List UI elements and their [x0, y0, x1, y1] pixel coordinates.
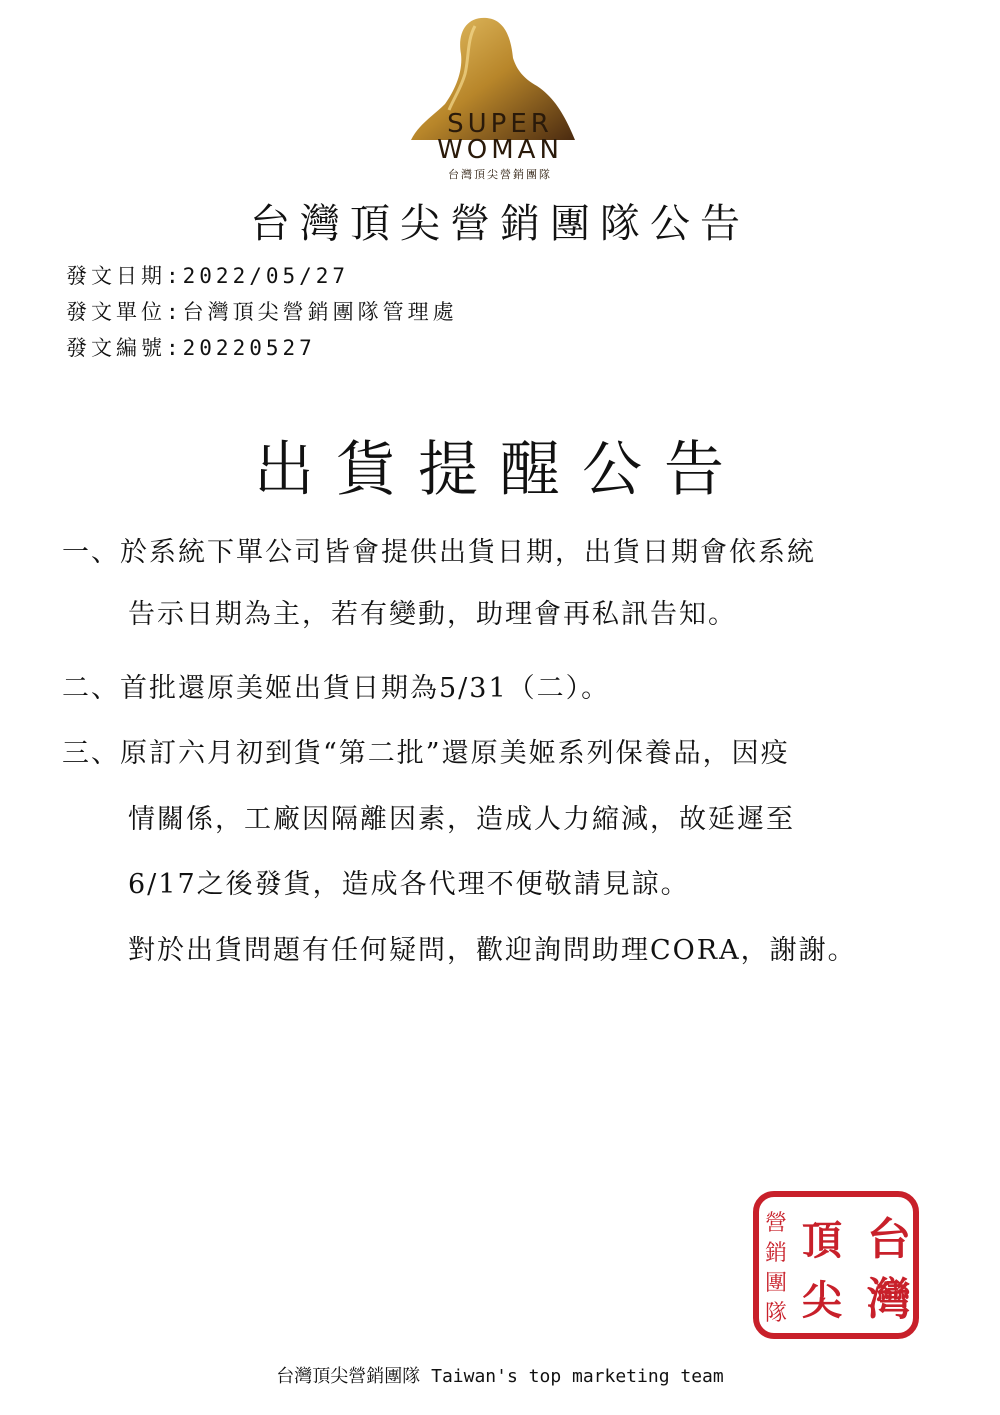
issue-date: 發文日期:2022/05/27 [66, 264, 350, 288]
footer: 台灣頂尖營銷團隊 Taiwan's top marketing team [276, 1366, 724, 1387]
paragraph-1-line-1: 一、於系統下單公司皆會提供出貨日期，出貨日期會依系統 [62, 537, 816, 568]
paragraph-2: 二、首批還原美姬出貨日期為5/31（二）。 [62, 673, 611, 704]
seal-char-ding: 頂 [802, 1217, 842, 1264]
seal-char-wan: 灣 [867, 1274, 911, 1325]
team-announcement-title: 台灣頂尖營銷團隊公告 [250, 201, 750, 247]
logo-line2: WOMAN [437, 135, 563, 165]
superwoman-logo [405, 12, 595, 184]
notice-title: 出貨提醒公告 [254, 435, 746, 505]
paragraph-3-line-3: 6/17之後發貨，造成各代理不便敬請見諒。 [128, 869, 690, 900]
seal-char-jian: 尖 [802, 1277, 842, 1324]
closing-line: 對於出貨問題有任何疑問，歡迎詢問助理CORA，謝謝。 [128, 935, 857, 966]
seal-char-tuan: 團 [764, 1271, 788, 1296]
seal-char-dui: 隊 [764, 1301, 788, 1326]
seal-char-ying: 營 [764, 1211, 788, 1236]
logo-line1: SUPER [447, 109, 553, 139]
seal-char-xiao: 銷 [764, 1241, 788, 1266]
issuing-unit: 發文單位:台灣頂尖營銷團隊管理處 [66, 300, 458, 324]
paragraph-1-line-2: 告示日期為主，若有變動，助理會再私訊告知。 [128, 599, 737, 630]
company-seal [752, 1190, 920, 1340]
paragraph-3-line-1: 三、原訂六月初到貨“第二批”還原美姬系列保養品，因疫 [62, 738, 790, 769]
paragraph-3-line-2: 情關係，工廠因隔離因素，造成人力縮減，故延遲至 [128, 804, 795, 835]
document-number: 發文編號:20220527 [66, 336, 316, 360]
seal-char-tai: 台 [867, 1214, 911, 1265]
logo-tagline: 台灣頂尖營銷團隊 [448, 168, 552, 181]
